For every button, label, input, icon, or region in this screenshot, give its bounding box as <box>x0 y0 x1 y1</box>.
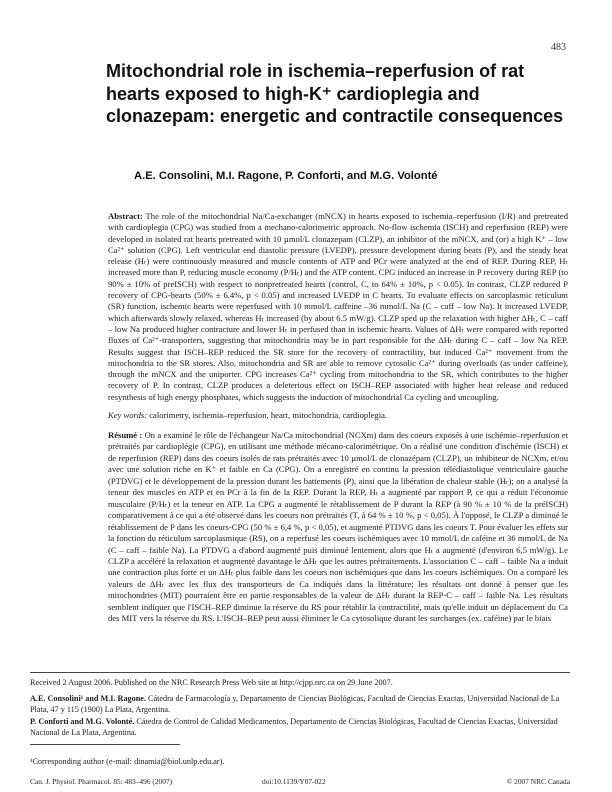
abstract <box>108 211 568 403</box>
resume-label: Résumé : <box>108 430 143 440</box>
footer-doi: doi:10.1139/Y07-022 <box>262 777 326 786</box>
received-note: Received 2 August 2006. Published on the NRC Research Press Web site at http://cjpp.nrc.ca on 29 June 2007. <box>30 678 393 687</box>
corresponding-author: ¹Corresponding author (e-mail: dinamia@biol.unlp.edu.ar). <box>30 757 225 766</box>
keywords <box>108 410 568 421</box>
page-number: 483 <box>551 42 566 53</box>
article-title: Mitochondrial role in ischemia–reperfusion of rat hearts exposed to high-K⁺ cardioplegia and clonazepam: energetic and contractile consequences <box>106 61 564 126</box>
affiliation-1-text: Cátedra de Farmacología y, Departamento de Ciencias Biológicas, Facultad de Ciencias Exactas, Universidad Nacional de La Plata, 47 y 115 (1900) La Plata, Argentina. <box>30 694 560 714</box>
resume-text: On a examiné le rôle de l'échangeur Na/Ca mitochondrial (NCXm) dans des coeurs exposés à une ischémie–reperfusion et prétraités par cardioplégie (CPG), en utilisant une méthode mécano-calorimétrique. On a réalisé une condition d'ischémie (ISCH) et de reperfusion (REP) dans des coeurs isolés de rats prétraités avec 10 µmol/L de clonazépam (CLZP), un inhibiteur de NCXm, et/ou avec une solution riche en K⁺ et faible en Ca (CPG). On a enregistré en continu la pression télédiastolique ventriculaire gauche (PTDVG) et le développement de la pression durant les battements (P), ainsi que la libération de chaleur stable (Hₜ); on a analysé la teneur des muscles en ATP et en PCr à la fin de la REP. Durant la REP, Hₜ a augmenté par rapport P, ce qui a réduit l'économie musculaire (P/Hₜ) et la teneur en ATP. La CPG a augmenté le rétablissement de P durant la REP (à 90 % ± 10 % de la préISCH) comparativement à ce qui a été observé dans les coeurs non prétraités (T, à 64 % ± 10 %, p < 0,05). À l'opposé, le CLZP a diminué le rétablissement de P dans les coeurs-CPG (50 % ± 6,4 %, p < 0,05), et augmenté PTDVG dans les coeurs T. Pour évaluer les effets sur la fonction du réticulum sarcoplasmique (RS), on a reperfusé les coeurs ischémiques avec 10 mmol/L de caféine et 36 mmol/L de Na (C – caff – faible Na). La PTDVG a d'abord augmenté puis diminué lentement, alors que Hₜ a augmenté (d'environ 6,5 mW/g). Le CLZP a accéléré la relaxation et augmenté davantage le ΔHₜ que les autres prétraitements. L'association C – caff – faible Na a induit une contraction plus forte et un ΔHₜ plus faible dans les coeurs non ischémiques que dans les coeurs ischémiques. On a comparé les valeurs de ΔHₜ avec les flux des transporteurs de Ca indiqués dans la littérature; les résultats ont donné à penser que les mitochondries (MIT) pourraient être en partie responsables de la valeur de ΔHₜ durant la REP-C – caff – faible Na. Les résultats semblent indiquer que l'ISCH–REP diminue la réserve du RS pour rétablir la contractilité, mais qu'elle induit un déplacement du Ca des MIT vers la réserve du RS. L'ISCH–REP peut aussi éliminer le Ca cytosolique durant les surcharges (ex. caféine) par le biais <box>108 430 568 624</box>
corresponding-divider <box>30 744 180 745</box>
resume <box>108 430 568 625</box>
affiliation-2-text: Cátedra de Control de Calidad Medicamentos, Departamento de Ciencias Biológicas, Facultad de Ciencias Exactas, Universidad Nacional de La Plata, Argentina. <box>30 717 558 737</box>
article-authors: A.E. Consolini, M.I. Ragone, P. Conforti, and M.G. Volonté <box>134 170 438 182</box>
affiliation-2-names: P. Conforti and M.G. Volonté. <box>30 717 135 726</box>
abstract-label: Abstract: <box>108 211 143 221</box>
keywords-text: calorimetry, ischemia–reperfusion, heart, mitochondria, cardioplegia. <box>149 410 388 420</box>
affiliation-1 <box>30 693 575 715</box>
affiliation-1-names: A.E. Consolini¹ and M.I. Ragone. <box>30 694 146 703</box>
footnote-divider <box>30 672 570 673</box>
affiliation-2 <box>30 716 575 738</box>
abstract-text: The role of the mitochondrial Na/Ca-exchanger (mNCX) in hearts exposed to ischemia–reperfusion (I/R) and pretreated with cardioplegia (CPG) was studied from a mechano-calorimetric approach. No-flow ischemia (ISCH) and reperfusion (REP) were developed in isolated rat hearts pretreated with 10 µmol/L clonazepam (CLZP), an inhibitor of the mNCX, and (or) a high K⁺ – low Ca²⁺ solution (CPG). Left ventricular end diastolic pressure (LVEDP), pressure development during beats (P), and the steady heat release (Hₜ) were continuously measured and muscle contents of ATP and PCr were analyzed at the end of REP. During REP, Hₜ increased more than P, reducing muscle economy (P/Hₜ) and the ATP content. CPG induced an increase in P recovery during REP (to 90% ± 10% of preISCH) with respect to nonpretreated hearts (control, C, to 64% ± 10%, p < 0.05). In contrast, CLZP reduced P recovery of CPG-hearts (50% ± 6.4%, p < 0.05) and increased LVEDP in C hearts. To evaluate effects on sarcoplasmic reticulum (SR) function, ischemic hearts were reperfused with 10 mmol/L caffeine –36 mmol/L Na (C – caff – low Na). It increased LVEDP, which afterwards slowly relaxed, whereas Hₜ increased (by about 6.5 mW/g). CLZP sped up the relaxation with higher ΔHₜ, C – caff – low Na produced higher contracture and lower Hₜ in perfused than in ischemic hearts. Values of ΔHₜ were compared with reported fluxes of Ca²⁺-transporters, suggesting that mitochondria may be in part responsible for the ΔHₜ during C – caff – low Na REP. Results suggest that ISCH–REP reduced the SR store for the recovery of contractility, but induced Ca²⁺ movement from the mitochondria to the SR stores. Also, mitochondria and SR are able to remove cytosolic Ca²⁺ during overloads (as under caffeine), through the mNCX and the uniporter. CPG increases Ca²⁺ cycling from mitochondria to the SR, which contributes to the higher recovery of P. In contrast, CLZP produces a deleterious effect on ISCH–REP associated with higher heat release and reduced resynthesis of high energy phosphates, which suggests the induction of mitochondrial Ca cycling and uncoupling. <box>108 211 568 402</box>
footer-journal: Can. J. Physiol. Pharmacol. 85: 483–496 (2007) <box>30 777 173 786</box>
footer-copyright: © 2007 NRC Canada <box>506 777 570 786</box>
keywords-label: Key words: <box>108 410 148 420</box>
